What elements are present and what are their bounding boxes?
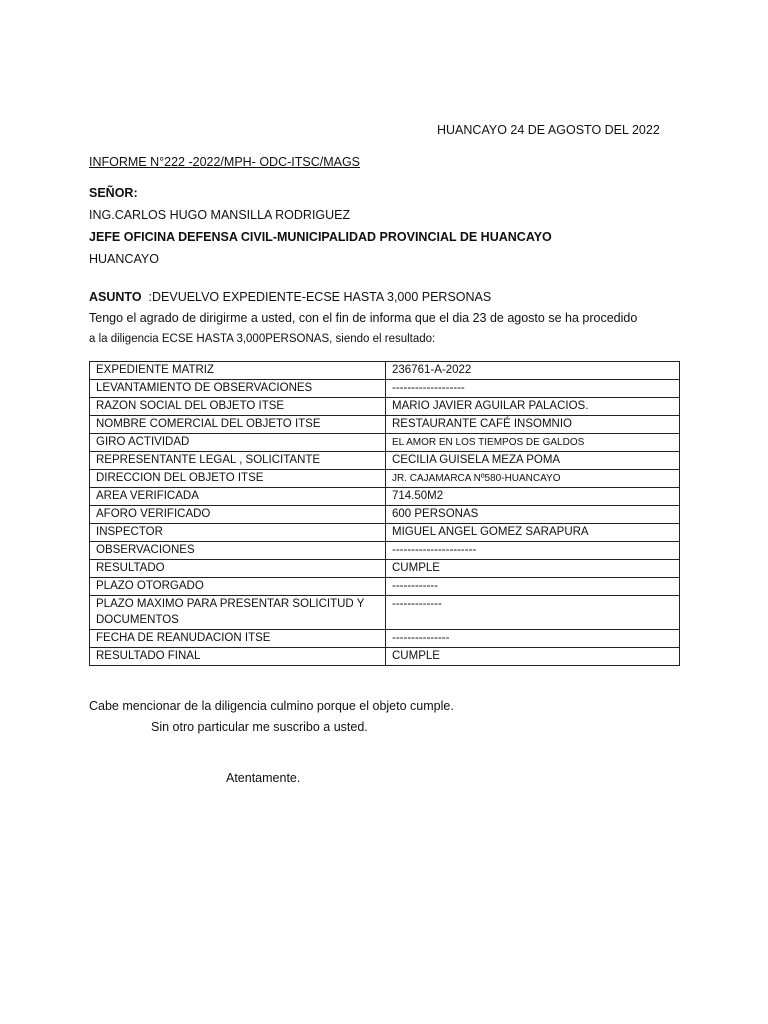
row-key: RESULTADO FINAL [90, 648, 386, 666]
row-key: OBSERVACIONES [90, 542, 386, 560]
signoff: Atentamente. [226, 771, 301, 785]
subject-text: :DEVUELVO EXPEDIENTE-ECSE HASTA 3,000 PERSONAS [148, 290, 492, 304]
row-value: MARIO JAVIER AGUILAR PALACIOS. [386, 398, 680, 416]
row-key: FECHA DE REANUDACION ITSE [90, 630, 386, 648]
row-value: --------------- [386, 630, 680, 648]
table-row [90, 362, 680, 380]
table-row [90, 596, 680, 630]
report-number: INFORME N°222 -2022/MPH- ODC-ITSC/MAGS [89, 155, 361, 169]
row-key: EXPEDIENTE MATRIZ [90, 362, 386, 380]
addressee-title: JEFE OFICINA DEFENSA CIVIL-MUNICIPALIDAD PROVINCIAL DE HUANCAYO [89, 230, 552, 244]
inspection-table [89, 361, 680, 666]
row-value: ------------------- [386, 380, 680, 398]
subject-line [89, 290, 491, 304]
row-value: ------------ [386, 578, 680, 596]
row-key: INSPECTOR [90, 524, 386, 542]
row-key: LEVANTAMIENTO DE OBSERVACIONES [90, 380, 386, 398]
table-row [90, 630, 680, 648]
row-value: 600 PERSONAS [386, 506, 680, 524]
row-value: MIGUEL ANGEL GOMEZ SARAPURA [386, 524, 680, 542]
document-date: HUANCAYO 24 DE AGOSTO DEL 2022 [437, 123, 660, 137]
addressee-name: ING.CARLOS HUGO MANSILLA RODRIGUEZ [89, 208, 351, 222]
table-row [90, 488, 680, 506]
row-key: RAZON SOCIAL DEL OBJETO ITSE [90, 398, 386, 416]
table-row [90, 542, 680, 560]
salutation: SEÑOR: [89, 186, 138, 200]
row-key: AREA VERIFICADA [90, 488, 386, 506]
table-row [90, 416, 680, 434]
row-key: DIRECCION DEL OBJETO ITSE [90, 470, 386, 488]
addressee-city: HUANCAYO [89, 252, 159, 266]
row-value: JR. CAJAMARCA Nº580-HUANCAYO [386, 470, 680, 488]
intro-line-2: a la diligencia ECSE HASTA 3,000PERSONAS, siendo el resultado: [89, 333, 436, 345]
table-row [90, 506, 680, 524]
row-key: RESULTADO [90, 560, 386, 578]
intro-line-1: Tengo el agrado de dirigirme a usted, con el fin de informa que el dia 23 de agosto se ha procedido [89, 311, 638, 325]
table-row [90, 380, 680, 398]
table-row [90, 648, 680, 666]
row-key: PLAZO OTORGADO [90, 578, 386, 596]
table-row [90, 398, 680, 416]
row-value: 714.50M2 [386, 488, 680, 506]
table-row [90, 470, 680, 488]
row-value: CECILIA GUISELA MEZA POMA [386, 452, 680, 470]
subject-label: ASUNTO [89, 290, 142, 304]
row-value: ---------------------- [386, 542, 680, 560]
row-key: REPRESENTANTE LEGAL , SOLICITANTE [90, 452, 386, 470]
closing-line-2: Sin otro particular me suscribo a usted. [151, 720, 368, 734]
row-key: GIRO ACTIVIDAD [90, 434, 386, 452]
row-key: AFORO VERIFICADO [90, 506, 386, 524]
row-value: CUMPLE [386, 648, 680, 666]
row-value: CUMPLE [386, 560, 680, 578]
row-value: ------------- [386, 596, 680, 630]
row-value: 236761-A-2022 [386, 362, 680, 380]
row-key: NOMBRE COMERCIAL DEL OBJETO ITSE [90, 416, 386, 434]
table-row [90, 560, 680, 578]
row-key: PLAZO MAXIMO PARA PRESENTAR SOLICITUD Y DOCUMENTOS [90, 596, 386, 630]
row-value: RESTAURANTE CAFÉ INSOMNIO [386, 416, 680, 434]
table-row [90, 452, 680, 470]
row-value: EL AMOR EN LOS TIEMPOS DE GALDOS [386, 434, 680, 452]
table-row [90, 524, 680, 542]
table-row [90, 434, 680, 452]
table-row [90, 578, 680, 596]
closing-line-1: Cabe mencionar de la diligencia culmino porque el objeto cumple. [89, 699, 454, 713]
